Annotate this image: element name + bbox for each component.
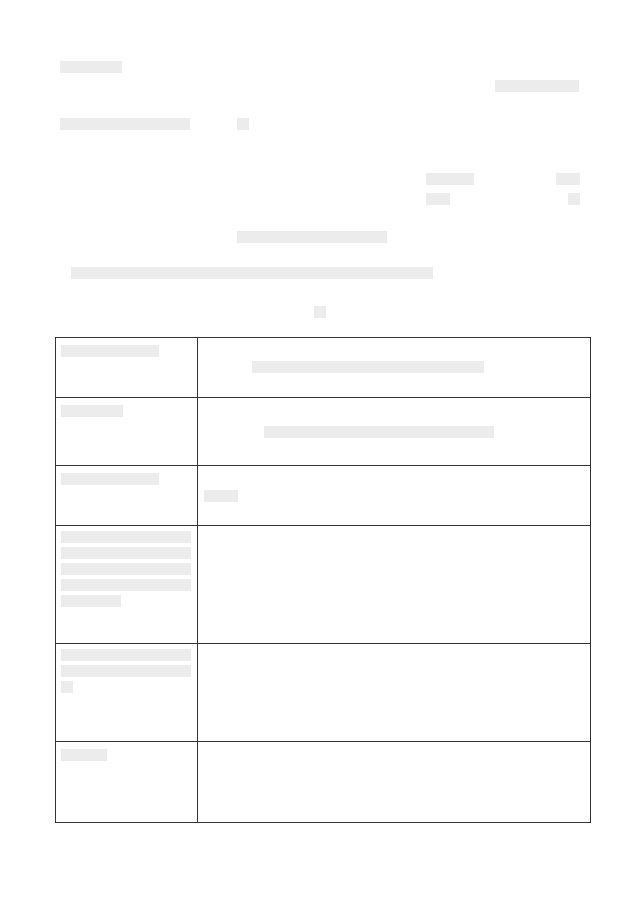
form-row-value-cell[interactable]: [198, 466, 590, 525]
form-row: [56, 741, 590, 822]
form-row-label-cell: [56, 398, 198, 465]
seal-mark: [563, 188, 580, 206]
form-row-label-placeholder: [61, 345, 159, 357]
addressee-honorific-text: [232, 113, 233, 127]
document-intro-placeholder: [71, 267, 433, 279]
date-line: [490, 75, 579, 93]
document-intro-text: [66, 262, 67, 276]
form-row-value-cell[interactable]: [198, 644, 590, 741]
document-intro: [66, 262, 433, 280]
record-mark-text: [309, 301, 310, 315]
form-row-label-placeholder: [61, 579, 191, 591]
school-line-placeholder: [426, 173, 474, 185]
principal-line: [421, 188, 450, 206]
addressee-honorific-placeholder: [237, 118, 249, 130]
addressee: [55, 113, 190, 131]
form-row: [56, 465, 590, 525]
addressee-honorific: [232, 113, 249, 131]
form-row-label-cell: [56, 742, 198, 822]
document-title: [232, 226, 387, 244]
form-row-label-cell: [56, 526, 198, 643]
form-row-value-cell[interactable]: [198, 338, 590, 397]
form-row-label-placeholder: [61, 563, 191, 575]
form-number: [55, 56, 122, 74]
report-form-table: [55, 337, 591, 823]
form-row-label-placeholder: [61, 595, 121, 607]
form-row-label-placeholder: [61, 531, 191, 543]
form-row-label-cell: [56, 466, 198, 525]
form-row: [56, 525, 590, 643]
addressee-placeholder: [60, 118, 190, 130]
form-row: [56, 643, 590, 741]
date-line-text: [490, 75, 491, 89]
school-line: [421, 168, 474, 186]
form-row-label-placeholder: [61, 665, 191, 677]
document-title-placeholder: [237, 231, 387, 243]
school-suffix-text: [551, 168, 552, 182]
form-row: [56, 338, 590, 397]
form-row-value: [204, 534, 590, 643]
form-row-label-placeholder: [61, 473, 159, 485]
form-row-label-placeholder: [61, 547, 191, 559]
form-row-value-cell[interactable]: [198, 526, 590, 643]
school-line-text: [421, 168, 422, 182]
school-suffix: [551, 168, 580, 186]
record-mark-placeholder: [314, 306, 326, 318]
record-mark: [309, 301, 326, 319]
date-line-placeholder: [495, 80, 579, 92]
form-row-value: [204, 750, 590, 822]
principal-line-text: [421, 188, 422, 202]
form-row-value-placeholder: [204, 490, 238, 502]
form-row-label-placeholder: [61, 405, 123, 417]
addressee-text: [55, 113, 56, 127]
form-row-value: [204, 652, 590, 741]
form-row-value-cell[interactable]: [198, 398, 590, 465]
form-row-value: [204, 488, 590, 525]
form-row-label-placeholder: [61, 749, 107, 761]
form-row-value-cell[interactable]: [198, 742, 590, 822]
form-row-value-placeholder: [252, 361, 484, 373]
form-row-label-cell: [56, 338, 198, 397]
form-row-value-placeholder: [264, 426, 494, 438]
school-suffix-placeholder: [556, 173, 580, 185]
form-row: [56, 397, 590, 465]
document-title-text: [232, 226, 233, 240]
seal-mark-text: [563, 188, 564, 202]
form-number-text: [55, 56, 56, 70]
form-number-placeholder: [60, 61, 122, 73]
seal-mark-placeholder: [568, 193, 580, 205]
principal-line-placeholder: [426, 193, 450, 205]
form-row-label-placeholder: [61, 649, 191, 661]
form-row-label-cell: [56, 644, 198, 741]
form-row-label-placeholder: [61, 681, 73, 693]
